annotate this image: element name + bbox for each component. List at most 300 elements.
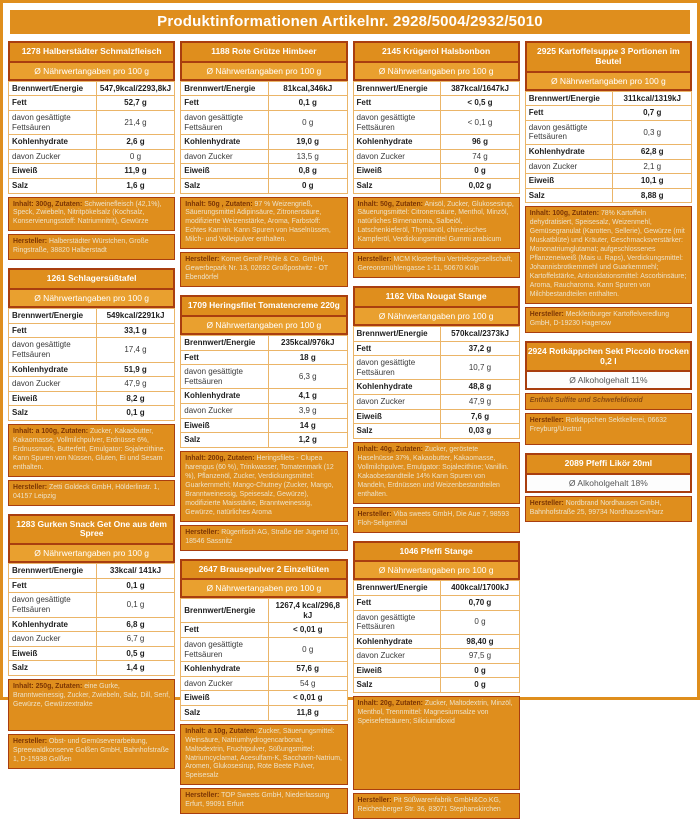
ingredients-block (353, 197, 520, 250)
nutrient-label: Salz (9, 178, 97, 193)
ingredients-label: Inhalt: 50g, Zutaten: (357, 200, 423, 208)
nutrition-row (181, 149, 347, 164)
ingredients-text: Anisöl, Zucker, Glukosesirup, Säuerungsmittel: Citronensäure, Menthol, Minzöl, natürliches Birnenaroma, Salbeiöl, Latschenkieferöl, Thymianöl, chinesisches Kampferöl, Verdickungsmittel Gummi arabicum (357, 200, 514, 244)
nutrient-value: 0,02 g (441, 178, 520, 193)
nutrient-value: 8,2 g (96, 391, 175, 406)
nutrient-value: 37,2 g (441, 341, 520, 356)
nutrient-label: Brennwert/Energie (181, 336, 269, 351)
nutrient-label: Fett (9, 96, 97, 111)
nutrition-table (180, 81, 347, 194)
nutrient-value: 47,9 g (96, 377, 175, 392)
nutrition-row (9, 661, 175, 676)
nutrient-value: 0 g (96, 149, 175, 164)
nutrition-row (9, 178, 175, 193)
nutrient-label: davon Zucker (181, 404, 269, 419)
ingredients-label: Inhalt: 250g, Zutaten: (13, 682, 83, 690)
ingredients-label: Inhalt: 50g , Zutaten: (185, 200, 253, 208)
nutrition-row (9, 164, 175, 179)
nutrition-row (181, 81, 347, 96)
manufacturer-label: Hersteller: (529, 417, 564, 425)
nutrient-label: davon gesättigte Fettsäuren (9, 593, 97, 617)
nutrient-label: davon gesättigte Fettsäuren (9, 338, 97, 362)
nutrition-row (181, 96, 347, 111)
nutrient-value: 96 g (441, 135, 520, 150)
nutrient-label: Salz (181, 433, 269, 448)
nutrient-value: 570kcal/2373kJ (441, 327, 520, 342)
nutrient-label: davon Zucker (353, 149, 441, 164)
nutrient-label: Eiweiß (181, 418, 269, 433)
nutrient-label: Salz (525, 188, 613, 203)
nutrition-row (353, 595, 519, 610)
product-title: 2925 Kartoffelsuppe 3 Portionen im Beutel (525, 41, 692, 73)
ingredients-text: Zucker, geröstete Haselnüsse 37%, Kakaobutter, Kakaomasse, Vollmilchpulver, Emulgator: Sojalecithine; Vanillin. Kakaobestandteile 14% Kann Spuren von Mandeln, Erdnüssen und Weizenbestandteilen enthalten. (357, 445, 509, 498)
column-1 (8, 41, 175, 769)
nutrition-row (525, 174, 691, 189)
nutrient-value: 549kcal/2291kJ (96, 309, 175, 324)
nutrition-row (353, 678, 519, 693)
product-card-2647 (180, 559, 347, 815)
nutrient-label: Fett (181, 350, 269, 365)
nutrition-row (353, 395, 519, 410)
ingredients-block (8, 679, 175, 731)
product-card-2925 (525, 41, 692, 333)
nutrition-table (8, 308, 175, 421)
product-title: 1709 Heringsfilet Tomatencreme 220g (180, 295, 347, 317)
nutrition-row (9, 81, 175, 96)
nutrient-label: Eiweiß (9, 391, 97, 406)
nutrition-row (525, 159, 691, 174)
card-grid (8, 41, 692, 819)
product-title: 1162 Viba Nougat Stange (353, 286, 520, 308)
nutrition-row (9, 309, 175, 324)
nutrition-row (525, 188, 691, 203)
product-card-1709 (180, 295, 347, 550)
nutrient-label: Kohlenhydrate (353, 135, 441, 150)
product-card-1283 (8, 514, 175, 769)
nutrient-value: 0,03 g (441, 424, 520, 439)
nutrient-value: 311kcal/1319kJ (613, 91, 692, 106)
ingredients-label: Inhalt: 20g, Zutaten: (357, 700, 423, 708)
manufacturer-label: Hersteller: (13, 483, 48, 491)
nutrition-row (353, 356, 519, 380)
nutrition-subtitle: Ø Nährwertangaben pro 100 g (8, 545, 175, 563)
nutrition-row (353, 409, 519, 424)
manufacturer-label: Hersteller: (13, 737, 48, 745)
nutrient-label: Kohlenhydrate (181, 662, 269, 677)
nutrition-row (181, 135, 347, 150)
manufacturer-text: TOP Sweets GmbH, Niederlassung Erfurt, 99091 Erfurt (185, 792, 330, 809)
nutrient-label: Brennwert/Energie (9, 309, 97, 324)
nutrient-value: 97,5 g (441, 649, 520, 664)
nutrient-label: Eiweiß (181, 691, 269, 706)
ingredients-block (180, 724, 347, 786)
product-card-2924 (525, 341, 692, 446)
nutrition-row (9, 377, 175, 392)
nutrition-row (9, 149, 175, 164)
manufacturer-label: Hersteller: (357, 510, 392, 518)
nutrition-row (353, 380, 519, 395)
nutrition-subtitle: Ø Nährwertangaben pro 100 g (180, 63, 347, 81)
nutrition-row (181, 336, 347, 351)
nutrition-row (9, 135, 175, 150)
nutrition-row (181, 178, 347, 193)
manufacturer-block (180, 525, 347, 551)
nutrient-value: 11,9 g (96, 164, 175, 179)
nutrition-row (9, 406, 175, 421)
nutrient-value: 1,2 g (268, 433, 347, 448)
manufacturer-text: Rügenfisch AG, Straße der Jugend 10, 18546 Sassnitz (185, 528, 340, 545)
manufacturer-text: Obst- und Gemüseverarbeitung, Spreewaldkonserve Golßen GmbH, Bahnhofstraße 1, D-15938 Golßen (13, 737, 169, 763)
nutrient-value: 57,6 g (268, 662, 347, 677)
nutrient-value: 387kcal/1647kJ (441, 81, 520, 96)
manufacturer-text: Halberstädter Würstchen, Große Ringstraße, 38820 Halberstadt (13, 238, 149, 255)
nutrient-label: davon Zucker (353, 395, 441, 410)
nutrient-value: 18 g (268, 350, 347, 365)
alcohol-content: Ø Alkoholgehalt 18% (525, 475, 692, 493)
nutrition-row (353, 149, 519, 164)
nutrient-label: Eiweiß (181, 164, 269, 179)
product-title: 2145 Krügerol Halsbonbon (353, 41, 520, 63)
nutrition-table (525, 91, 692, 204)
nutrient-value: 0,7 g (613, 106, 692, 121)
nutrient-value: 62,8 g (613, 144, 692, 159)
nutrient-value: 51,9 g (96, 362, 175, 377)
ingredients-block (353, 696, 520, 790)
nutrition-row (353, 581, 519, 596)
nutrient-value: 6,7 g (96, 632, 175, 647)
product-card-2089 (525, 453, 692, 522)
nutrition-row (525, 144, 691, 159)
nutrient-label: Eiweiß (525, 174, 613, 189)
nutrient-value: 4,1 g (268, 389, 347, 404)
nutrient-value: 48,8 g (441, 380, 520, 395)
nutrition-subtitle: Ø Nährwertangaben pro 100 g (353, 562, 520, 580)
nutrition-table (353, 326, 520, 439)
nutrient-value: 0 g (441, 164, 520, 179)
nutrient-label: Eiweiß (353, 164, 441, 179)
nutrition-row (181, 110, 347, 134)
column-4 (525, 41, 692, 522)
product-title: 2089 Pfeffi Likör 20ml (525, 453, 692, 475)
nutrition-table (8, 81, 175, 194)
ingredients-block (353, 442, 520, 504)
nutrient-value: 33kcal/ 141kJ (96, 564, 175, 579)
ingredients-text: Zucker, Säuerungsmittel: Weinsäure, Natriumhydrogencarbonat, Maltodextrin, Fruchtpulver, Süßungsmittel: Natriumcyclamat, Acesulfam-K, Saccharin-Natrium, Aromen, Glukosesirup, Rote Beete Pulver, Speisesalz (185, 727, 342, 780)
nutrition-row (181, 404, 347, 419)
manufacturer-block (8, 234, 175, 260)
product-card-2145 (353, 41, 520, 278)
product-card-1188 (180, 41, 347, 287)
manufacturer-label: Hersteller: (185, 528, 220, 536)
nutrient-value: 7,6 g (441, 409, 520, 424)
nutrient-label: Eiweiß (9, 646, 97, 661)
nutrient-value: 0,5 g (96, 646, 175, 661)
ingredients-label: Inhalt: 200g, Zutaten: (185, 454, 255, 462)
nutrient-label: Salz (353, 678, 441, 693)
nutrition-subtitle: Ø Nährwertangaben pro 100 g (8, 63, 175, 81)
nutrition-row (181, 164, 347, 179)
nutrient-value: 11,8 g (268, 706, 347, 721)
manufacturer-block (525, 307, 692, 333)
nutrition-row (525, 120, 691, 144)
nutrient-value: 0,1 g (268, 96, 347, 111)
nutrition-row (353, 634, 519, 649)
nutrition-row (181, 365, 347, 389)
nutrient-label: Brennwert/Energie (525, 91, 613, 106)
nutrient-value: < 0,01 g (268, 691, 347, 706)
nutrient-label: Salz (181, 706, 269, 721)
manufacturer-block (8, 734, 175, 769)
nutrition-row (353, 81, 519, 96)
nutrition-table (353, 81, 520, 194)
nutrition-row (353, 178, 519, 193)
nutrient-label: Salz (353, 424, 441, 439)
manufacturer-text: Zetti Goldeck GmbH, Hölderlinstr. 1, 04157 Leipzig (13, 483, 160, 500)
ingredients-text: 97 % Weizengrieß, Säuerungsmittel Adipinsäure, Zitronensäure, modifizierte Weizenstärke, Aroma, Farbstoff: Echtes Karmin. Kann Spuren von Haselnüssen, Milch- und Volleipulver enthalten. (185, 200, 331, 244)
nutrition-subtitle: Ø Nährwertangaben pro 100 g (180, 580, 347, 598)
manufacturer-text: Komet Gerolf Pöhle & Co. GmbH, Gewerbepark Nr. 13, 02692 Großpostwitz - OT Ebendörfel (185, 256, 328, 282)
nutrition-table (180, 335, 347, 448)
manufacturer-text: Nordbrand Nordhausen GmbH, Bahnhofstraße 25, 99734 Nordhausen/Harz (529, 500, 664, 517)
nutrient-value: 0,70 g (441, 595, 520, 610)
manufacturer-block (353, 507, 520, 533)
nutrition-subtitle: Ø Nährwertangaben pro 100 g (180, 317, 347, 335)
nutrition-row (525, 106, 691, 121)
nutrient-value: 3,9 g (268, 404, 347, 419)
nutrient-label: Fett (181, 96, 269, 111)
nutrition-row (9, 578, 175, 593)
nutrient-label: davon Zucker (181, 676, 269, 691)
column-2 (180, 41, 347, 814)
nutrient-value: 13,5 g (268, 149, 347, 164)
nutrition-table (353, 580, 520, 693)
nutrient-label: Salz (9, 661, 97, 676)
nutrient-label: Fett (9, 323, 97, 338)
nutrient-value: 54 g (268, 676, 347, 691)
nutrient-value: 14 g (268, 418, 347, 433)
nutrient-label: Salz (9, 406, 97, 421)
nutrient-label: davon Zucker (353, 649, 441, 664)
ingredients-text: Zucker, Kakaobutter, Kakaomasse, Vollmilchpulver, Erdnüsse 6%, Erdnussmark, Butterfett, Emulgator: Sojalecithine. Kann Spuren von Nüssen, Gluten, Ei und Sesam enthalten. (13, 427, 166, 471)
nutrition-row (181, 418, 347, 433)
manufacturer-block (353, 793, 520, 819)
ingredients-block (525, 206, 692, 304)
product-title: 2647 Brausepulver 2 Einzeltüten (180, 559, 347, 581)
nutrition-row (353, 649, 519, 664)
product-card-1278 (8, 41, 175, 260)
nutrient-value: 400kcal/1700kJ (441, 581, 520, 596)
nutrient-label: Kohlenhydrate (353, 634, 441, 649)
nutrition-row (525, 91, 691, 106)
ingredients-block (180, 451, 347, 522)
nutrient-label: davon Zucker (9, 149, 97, 164)
ingredients-label: Inhalt: 100g, Zutaten: (529, 210, 600, 218)
ingredients-label: Inhalt: 300g, Zutaten: (13, 200, 83, 208)
nutrient-value: 1,6 g (96, 178, 175, 193)
nutrient-label: Brennwert/Energie (353, 327, 441, 342)
nutrition-row (181, 623, 347, 638)
nutrition-row (181, 706, 347, 721)
nutrition-row (9, 632, 175, 647)
ingredients-label: Inhalt: a 10g, Zutaten: (185, 727, 257, 735)
nutrition-row (353, 341, 519, 356)
ingredients-label: Inhalt: a 100g, Zutaten: (13, 427, 89, 435)
nutrition-row (9, 593, 175, 617)
nutrition-row (9, 617, 175, 632)
nutrient-label: Brennwert/Energie (353, 581, 441, 596)
nutrient-value: 235kcal/976kJ (268, 336, 347, 351)
nutrient-value: 2,1 g (613, 159, 692, 174)
nutrition-row (181, 676, 347, 691)
nutrient-label: Brennwert/Energie (353, 81, 441, 96)
manufacturer-text: Rotkäppchen Sektkellerei, 06632 Freyburg/Unstrut (529, 417, 667, 434)
nutrient-label: Brennwert/Energie (181, 599, 269, 623)
product-title: 1188 Rote Grütze Himbeer (180, 41, 347, 63)
nutrient-label: Kohlenhydrate (9, 362, 97, 377)
nutrient-label: Salz (353, 178, 441, 193)
nutrient-label: Brennwert/Energie (9, 81, 97, 96)
nutrient-label: davon gesättigte Fettsäuren (353, 610, 441, 634)
nutrient-value: 47,9 g (441, 395, 520, 410)
nutrient-value: 2,6 g (96, 135, 175, 150)
nutrient-value: 0 g (441, 663, 520, 678)
nutrient-label: Fett (525, 106, 613, 121)
manufacturer-text: Mecklenburger Kartoffelveredlung GmbH, D-19230 Hagenow (529, 310, 670, 327)
product-title: 2924 Rotkäppchen Sekt Piccolo trocken 0,2 l (525, 341, 692, 373)
nutrient-label: Eiweiß (9, 164, 97, 179)
nutrient-value: 6,8 g (96, 617, 175, 632)
nutrient-value: 98,40 g (441, 634, 520, 649)
nutrient-value: < 0,1 g (441, 110, 520, 134)
manufacturer-text: MCM Klosterfrau Vertriebsgesellschaft, Gereonsmühlengasse 1-11, 50670 Köln (357, 256, 513, 273)
nutrient-label: Kohlenhydrate (181, 135, 269, 150)
nutrition-row (353, 424, 519, 439)
nutrient-value: 10,7 g (441, 356, 520, 380)
nutrition-row (353, 663, 519, 678)
ingredients-block (8, 197, 175, 232)
manufacturer-block (180, 252, 347, 287)
nutrient-label: davon gesättigte Fettsäuren (181, 365, 269, 389)
nutrient-label: davon Zucker (525, 159, 613, 174)
nutrient-label: Eiweiß (353, 409, 441, 424)
nutrient-value: 8,88 g (613, 188, 692, 203)
nutrient-label: Fett (181, 623, 269, 638)
nutrition-row (353, 164, 519, 179)
ingredients-block (8, 424, 175, 477)
ingredients-text: Heringsfilets - Clupea harengus (60 %), Trinkwasser, Tomatenmark (12 %), Pflanzenöl, Zucker, Verdickungsmittel: Guarkernmehl; Mango-Chutney (Zucker, Mango, Branntweinessig, Speisesalz, Gewürze), modifizierte Maisstärke, Branntweinessig, Gewürze, natürliches Aroma (185, 454, 334, 516)
manufacturer-label: Hersteller: (185, 256, 220, 264)
nutrient-value: 0 g (268, 178, 347, 193)
nutrient-label: Salz (181, 178, 269, 193)
nutrient-value: 0 g (268, 638, 347, 662)
nutrition-row (9, 96, 175, 111)
nutrient-label: Fett (353, 595, 441, 610)
ingredients-block (180, 197, 347, 250)
product-card-1046 (353, 541, 520, 819)
ingredients-text: 78% Kartoffeln dehydratisiert, Speisesalz, Weizenmehl, Gemüsegranulat (Karotten, Sellerie), Gewürze (mit Muskatblüte) und Kräuter, Geschmacksverstärker: Mononatriumglutamat; aufgeschlossenes Pflanzeneiweiß (Mais u. Raps), Verdickungsmittel: Johannisbrotkernmehl und Guarkernmehl; Kartoffelstärke, Antioxidationsmittel: Ascorbinsäure; Aroma, Raucharoma. Kann Spuren von Milchbestandteilen enthalten. (529, 210, 687, 298)
product-title: 1046 Pfeffi Stange (353, 541, 520, 563)
nutrient-label: Brennwert/Energie (181, 81, 269, 96)
nutrition-subtitle: Ø Nährwertangaben pro 100 g (353, 63, 520, 81)
nutrient-value: 10,1 g (613, 174, 692, 189)
column-3 (353, 41, 520, 819)
manufacturer-label: Hersteller: (529, 310, 564, 318)
nutrient-value: 74 g (441, 149, 520, 164)
nutrient-label: Fett (9, 578, 97, 593)
manufacturer-block (525, 496, 692, 522)
nutrient-label: davon gesättigte Fettsäuren (353, 110, 441, 134)
page-title: Produktinformationen Artikelnr. 2928/5004/2932/5010 (10, 10, 690, 34)
nutrition-row (181, 662, 347, 677)
nutrition-row (181, 433, 347, 448)
product-title: 1261 Schlagersüßtafel (8, 268, 175, 290)
manufacturer-label: Hersteller: (185, 792, 220, 800)
manufacturer-label: Hersteller: (529, 500, 564, 508)
nutrition-row (181, 350, 347, 365)
nutrient-value: 19,0 g (268, 135, 347, 150)
nutrition-row (181, 389, 347, 404)
nutrient-label: davon gesättigte Fettsäuren (181, 638, 269, 662)
nutrition-row (9, 338, 175, 362)
nutrition-row (353, 110, 519, 134)
manufacturer-label: Hersteller: (13, 238, 48, 246)
nutrient-label: Kohlenhydrate (353, 380, 441, 395)
nutrition-subtitle: Ø Nährwertangaben pro 100 g (8, 290, 175, 308)
nutrition-row (353, 135, 519, 150)
nutrition-row (9, 323, 175, 338)
nutrient-value: < 0,5 g (441, 96, 520, 111)
manufacturer-label: Hersteller: (357, 256, 392, 264)
product-title: 1278 Halberstädter Schmalzfleisch (8, 41, 175, 63)
allergen-note: Enthält Sulfite und Schwefeldioxid (525, 393, 692, 410)
nutrition-row (181, 638, 347, 662)
nutrient-value: 0 g (268, 110, 347, 134)
nutrient-value: 0,3 g (613, 120, 692, 144)
nutrient-value: 33,1 g (96, 323, 175, 338)
nutrient-label: davon Zucker (9, 377, 97, 392)
nutrient-value: 21,4 g (96, 110, 175, 134)
nutrient-value: 0,1 g (96, 593, 175, 617)
nutrient-value: 0,8 g (268, 164, 347, 179)
nutrition-row (9, 646, 175, 661)
manufacturer-text: Pit Süßwarenfabrik GmbH&Co.KG, Reichenberger Str. 36, 83071 Stephanskirchen (357, 797, 501, 814)
ingredients-text: Schweinefleisch (42,1%), Speck, Zwiebeln, Nitritpökelsalz (Kochsalz, Konservierungsstoff: Natriumnitrit), Gewürze (13, 200, 162, 226)
nutrient-label: davon gesättigte Fettsäuren (9, 110, 97, 134)
nutrition-table (8, 563, 175, 676)
nutrition-row (181, 691, 347, 706)
nutrient-label: Kohlenhydrate (525, 144, 613, 159)
nutrient-value: 0,1 g (96, 406, 175, 421)
nutrient-label: Kohlenhydrate (9, 135, 97, 150)
nutrition-row (181, 599, 347, 623)
nutrient-label: davon gesättigte Fettsäuren (525, 120, 613, 144)
ingredients-label: Inhalt: 40g, Zutaten: (357, 445, 423, 453)
nutrient-label: davon Zucker (181, 149, 269, 164)
nutrient-value: 1,4 g (96, 661, 175, 676)
nutrient-label: Fett (353, 96, 441, 111)
ingredients-text: Zucker, Maltodextrin, Minzöl, Menthol, Trennmittel: Magnesiumsalze von Speisefettsäuren; Siliciumdioxid (357, 700, 513, 726)
nutrient-value: 0,1 g (96, 578, 175, 593)
manufacturer-text: Viba sweets GmbH, Die Aue 7, 98593 Floh-Seligenthal (357, 510, 510, 527)
nutrition-row (9, 391, 175, 406)
nutrient-label: Brennwert/Energie (9, 564, 97, 579)
nutrient-value: 1267,4 kcal/296,8 kJ (268, 599, 347, 623)
nutrient-label: davon Zucker (9, 632, 97, 647)
nutrient-value: 547,9kcal/2293,8kJ (96, 81, 175, 96)
nutrient-label: davon gesättigte Fettsäuren (353, 356, 441, 380)
nutrient-label: Fett (353, 341, 441, 356)
nutrition-row (353, 96, 519, 111)
